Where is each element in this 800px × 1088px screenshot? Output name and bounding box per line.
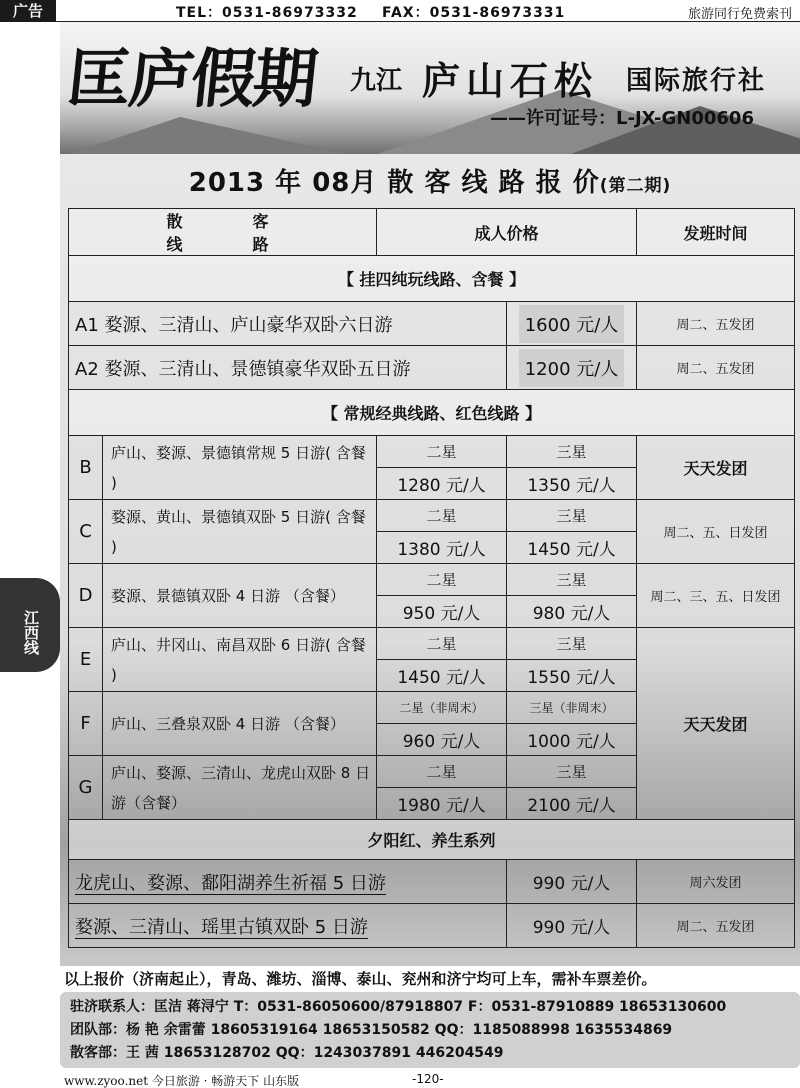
route-price: 1980 元/人 (377, 788, 507, 820)
route-price: 990 元/人 (507, 860, 637, 904)
route-schedule: 周二、五发团 (637, 302, 795, 346)
star-level: 二星 (377, 436, 507, 468)
price-table (68, 208, 795, 948)
contact-block (60, 992, 800, 1068)
route-name: 庐山、三叠泉双卧 4 日游 （含餐） (103, 692, 377, 756)
title-issue: (第二期) (599, 176, 672, 196)
publication-note: 旅游同行免费索刊 (687, 7, 792, 22)
route-name: A1 婺源、三清山、庐山豪华双卧六日游 (69, 302, 507, 346)
route-price: 960 元/人 (377, 724, 507, 756)
route-schedule: 天天发团 (637, 628, 795, 820)
pickup-note: 以上报价（济南起止），青岛、潍坊、淄博、泰山、兖州和济宁均可上车，需补车票差价。 (60, 966, 800, 992)
table-row (69, 302, 795, 346)
section-title: 夕阳红、养生系列 (69, 820, 795, 860)
telephone: TEL：0531-86973332 (176, 5, 358, 21)
section-row (69, 256, 795, 302)
region-side-tab: 江西线 (0, 578, 60, 672)
route-schedule: 周六发团 (637, 860, 795, 904)
route-name: 婺源、黄山、景德镇双卧 5 日游( 含餐 ) (103, 500, 377, 564)
footer-site: www.zyoo.net 今日旅游 · 畅游天下 山东版 (64, 1074, 300, 1088)
star-level: 二星 (377, 564, 507, 596)
page-title (60, 162, 800, 199)
route-name: 婺源、景德镇双卧 4 日游 （含餐） (103, 564, 377, 628)
route-schedule: 周二、五、日发团 (637, 500, 795, 564)
title-main: 2013 年 08月 散 客 线 路 报 价 (188, 168, 600, 198)
route-price: 2100 元/人 (507, 788, 637, 820)
route-code: D (69, 564, 103, 628)
route-name: 龙虎山、婺源、鄱阳湖养生祈福 5 日游 (69, 860, 507, 904)
route-price: 1450 元/人 (377, 660, 507, 692)
brand-logo-text: 匡庐假期 (63, 42, 320, 117)
agency-prefix: 九江 (350, 66, 403, 96)
route-name: 庐山、婺源、三清山、龙虎山双卧 8 日游（含餐） (103, 756, 377, 820)
contact-line: 散客部：王 茜 18653128702 QQ：1243037891 446204549 (70, 1045, 504, 1061)
route-code: E (69, 628, 103, 692)
route-price: 1550 元/人 (507, 660, 637, 692)
agency-name: 庐山石松 (422, 59, 599, 103)
contact-line: 团队部：杨 艳 余雷蕾 18605319164 18653150582 QQ：1185088998 1635534869 (70, 1022, 673, 1038)
route-price: 1380 元/人 (377, 532, 507, 564)
header-route: 散客线路 (69, 209, 377, 256)
route-price: 1350 元/人 (507, 468, 637, 500)
section-row (69, 390, 795, 436)
route-code: F (69, 692, 103, 756)
table-row (69, 500, 795, 532)
route-price: 1450 元/人 (507, 532, 637, 564)
star-level: 二星（非周末） (377, 692, 507, 724)
route-price: 950 元/人 (377, 596, 507, 628)
route-code: B (69, 436, 103, 500)
section-row (69, 820, 795, 860)
route-price: 1280 元/人 (377, 468, 507, 500)
top-strip (0, 0, 800, 22)
route-code: G (69, 756, 103, 820)
route-name: 庐山、井冈山、南昌双卧 6 日游( 含餐 ) (103, 628, 377, 692)
star-level: 三星 (507, 756, 637, 788)
price-list-panel (60, 154, 800, 966)
star-level: 二星 (377, 628, 507, 660)
route-schedule: 周二、三、五、日发团 (637, 564, 795, 628)
star-level: 二星 (377, 500, 507, 532)
table-row (69, 904, 795, 948)
agency-header (60, 22, 800, 154)
table-header-row (69, 209, 795, 256)
star-level: 三星 (507, 628, 637, 660)
contact-line: 驻济联系人：匡洁 蒋浔宁 T：0531-86050600/87918807 F：0531-87910889 18653130600 (70, 999, 727, 1015)
route-price: 1000 元/人 (507, 724, 637, 756)
route-schedule: 周二、五发团 (637, 346, 795, 390)
star-level: 三星 (507, 500, 637, 532)
route-schedule: 周二、五发团 (637, 904, 795, 948)
header-schedule: 发班时间 (637, 209, 795, 256)
table-row (69, 346, 795, 390)
route-code: C (69, 500, 103, 564)
section-title: 【 常规经典线路、红色线路 】 (69, 390, 795, 436)
page-number: -120- (412, 1072, 444, 1086)
table-row (69, 628, 795, 660)
table-row (69, 436, 795, 468)
license-number: ——许可证号：L-JX-GN00606 (490, 108, 754, 129)
star-level: 二星 (377, 756, 507, 788)
ad-tag: 广告 (0, 0, 56, 22)
route-price: 980 元/人 (507, 596, 637, 628)
agency-suffix: 国际旅行社 (626, 66, 767, 96)
route-price: 990 元/人 (507, 904, 637, 948)
fax: FAX：0531-86973331 (382, 5, 566, 21)
star-level: 三星（非周末） (507, 692, 637, 724)
section-title: 【 挂四纯玩线路、含餐 】 (69, 256, 795, 302)
header-price: 成人价格 (377, 209, 637, 256)
table-row (69, 564, 795, 596)
star-level: 三星 (507, 436, 637, 468)
page-footer (60, 1070, 800, 1088)
route-name: A2 婺源、三清山、景德镇豪华双卧五日游 (69, 346, 507, 390)
route-price: 1200 元/人 (507, 346, 637, 390)
table-row (69, 860, 795, 904)
route-price: 1600 元/人 (507, 302, 637, 346)
star-level: 三星 (507, 564, 637, 596)
route-schedule: 天天发团 (637, 436, 795, 500)
mountain-graphic (60, 117, 360, 154)
route-name: 庐山、婺源、景德镇常规 5 日游( 含餐 ) (103, 436, 377, 500)
route-name: 婺源、三清山、瑶里古镇双卧 5 日游 (69, 904, 507, 948)
